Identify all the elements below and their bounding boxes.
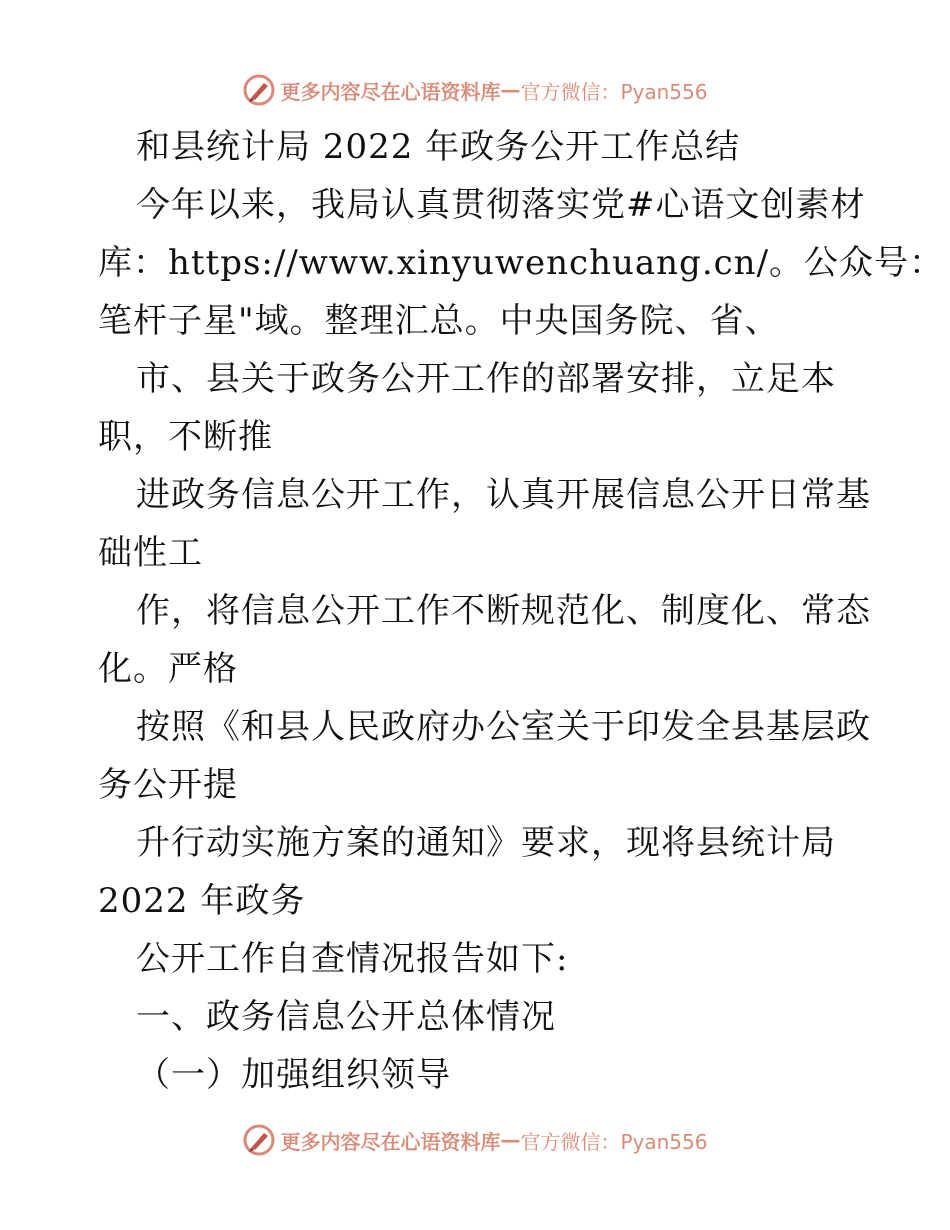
paragraph-line: 笔杆子星"域。整理汇总。中央国务院、省、: [98, 301, 780, 341]
watermark-dash: —: [500, 1128, 521, 1152]
paragraph-line: 务公开提: [98, 765, 238, 805]
pen-logo-icon: [242, 73, 276, 107]
paragraph-line: 升行动实施方案的通知》要求，现将县统计局: [136, 823, 836, 863]
paragraph-line: 库：https://www.xinyuwenchuang.cn/。公众号：: [98, 243, 945, 283]
paragraph-line: 今年以来，我局认真贯彻落实党#心语文创素材: [136, 185, 866, 225]
document-body: [98, 118, 945, 1104]
paragraph-line: 按照《和县人民政府办公室关于印发全县基层政: [136, 707, 871, 747]
watermark-text: 更多内容尽在心语资料库: [280, 1129, 501, 1154]
paragraph-line: 公开工作自查情况报告如下:: [136, 939, 569, 979]
pen-logo-icon: [242, 1123, 276, 1157]
paragraph-line: 2022 年政务: [98, 881, 306, 921]
watermark-banner-top: [0, 70, 950, 110]
paragraph-line: 化。严格: [98, 649, 238, 689]
watermark-dash: —: [500, 78, 521, 102]
paragraph-line: 职，不断推: [98, 417, 273, 457]
section-heading: 一、政务信息公开总体情况: [136, 997, 556, 1037]
watermark-wechat: 官方微信：Pyan556: [520, 1129, 708, 1154]
paragraph-line: 作，将信息公开工作不断规范化、制度化、常态: [136, 591, 871, 631]
paragraph-line: 础性工: [98, 533, 203, 573]
watermark-banner-bottom: [0, 1120, 950, 1160]
subsection-heading: （一）加强组织领导: [136, 1055, 451, 1095]
watermark-text: 更多内容尽在心语资料库: [280, 79, 501, 104]
watermark-wechat: 官方微信：Pyan556: [520, 79, 708, 104]
paragraph-line: 进政务信息公开工作，认真开展信息公开日常基: [136, 475, 871, 515]
paragraph-line: 市、县关于政务公开工作的部署安排，立足本: [136, 359, 836, 399]
document-title: 和县统计局 2022 年政务公开工作总结: [136, 127, 741, 167]
